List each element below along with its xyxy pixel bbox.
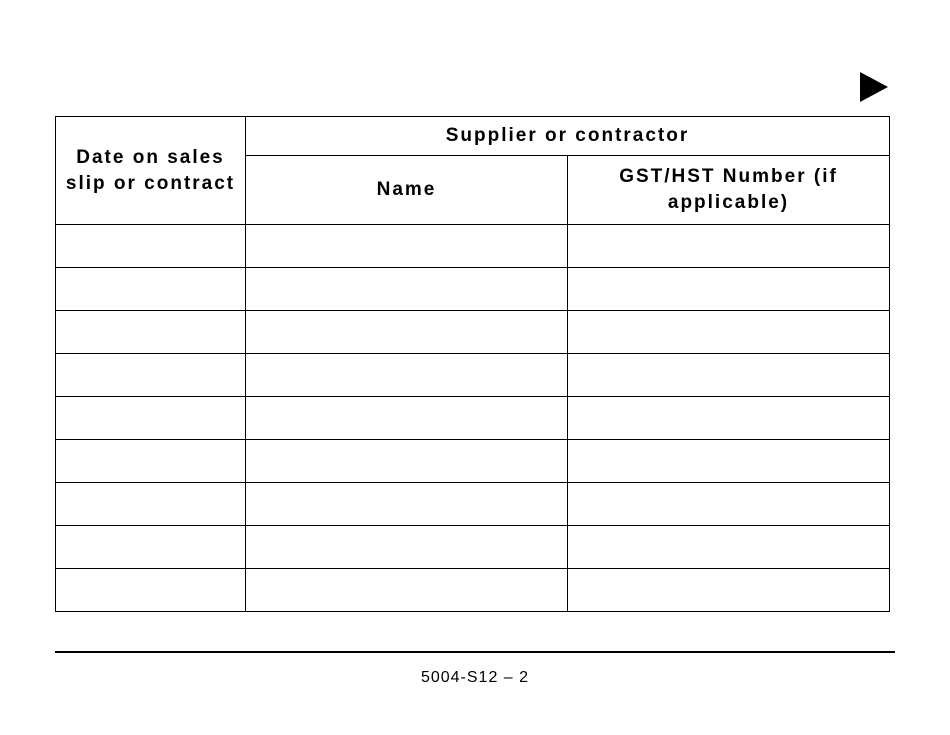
gst-number-cell[interactable] — [568, 569, 890, 612]
name-cell[interactable] — [246, 569, 568, 612]
name-cell[interactable] — [246, 354, 568, 397]
date-header: Date on sales slip or contract — [56, 117, 246, 225]
name-cell[interactable] — [246, 526, 568, 569]
table-row — [56, 483, 890, 526]
table-body — [56, 225, 890, 612]
date-cell[interactable] — [56, 268, 246, 311]
gst-number-cell[interactable] — [568, 526, 890, 569]
gst-number-cell[interactable] — [568, 354, 890, 397]
date-cell[interactable] — [56, 311, 246, 354]
table-row — [56, 354, 890, 397]
gst-number-cell[interactable] — [568, 268, 890, 311]
name-cell[interactable] — [246, 268, 568, 311]
table-row — [56, 311, 890, 354]
date-cell[interactable] — [56, 225, 246, 268]
date-cell[interactable] — [56, 569, 246, 612]
form-number: 5004-S12 – 2 — [420, 669, 530, 686]
continue-arrow-icon — [860, 72, 888, 102]
gst-number-cell[interactable] — [568, 311, 890, 354]
name-cell[interactable] — [246, 483, 568, 526]
name-cell[interactable] — [246, 311, 568, 354]
name-cell[interactable] — [246, 440, 568, 483]
date-cell[interactable] — [56, 354, 246, 397]
name-cell[interactable] — [246, 397, 568, 440]
date-cell[interactable] — [56, 526, 246, 569]
footer-divider — [55, 651, 895, 653]
gst-number-cell[interactable] — [568, 440, 890, 483]
date-cell[interactable] — [56, 397, 246, 440]
date-cell[interactable] — [56, 440, 246, 483]
table-row — [56, 569, 890, 612]
gst-number-cell[interactable] — [568, 397, 890, 440]
table-row — [56, 397, 890, 440]
name-header: Name — [246, 156, 568, 225]
table-row — [56, 225, 890, 268]
name-cell[interactable] — [246, 225, 568, 268]
supplier-group-header: Supplier or contractor — [246, 117, 890, 156]
gst-number-cell[interactable] — [568, 483, 890, 526]
supplier-table — [55, 116, 890, 612]
table-row — [56, 268, 890, 311]
table-row — [56, 526, 890, 569]
table-row — [56, 440, 890, 483]
gst-number-header: GST/HST Number (if applicable) — [568, 156, 890, 225]
date-cell[interactable] — [56, 483, 246, 526]
gst-number-cell[interactable] — [568, 225, 890, 268]
